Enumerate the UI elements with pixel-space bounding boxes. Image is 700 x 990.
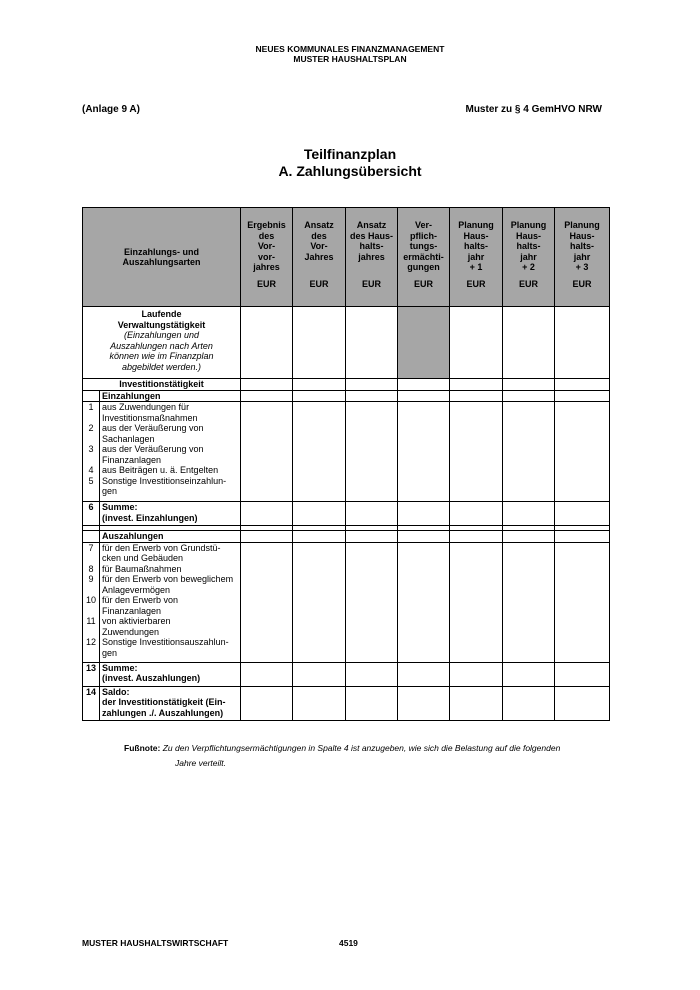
invest-title-row: [83, 379, 610, 391]
footnote-text-1: Zu den Verpflichtungsermächtigungen in Spalte 4 ist anzugeben, wie sich die Belastung auf die folgenden: [162, 743, 561, 753]
muster-reference: Muster zu § 4 GemHVO NRW: [465, 104, 602, 115]
header-line-1: NEUES KOMMUNALES FINANZMANAGEMENT: [255, 44, 445, 54]
einzahlungen-numbers: 1 2 3 4 5: [83, 402, 100, 502]
saldo-14-row: [83, 686, 610, 720]
col-planung-plus-1: Planung Haus- halts- jahr + 1 EUR: [450, 208, 503, 307]
col-planung-plus-3: Planung Haus- halts- jahr + 3 EUR: [555, 208, 610, 307]
greyed-cell: [398, 307, 450, 379]
auszahlungen-title: Auszahlungen: [100, 531, 241, 543]
page-number: 4519: [339, 938, 358, 948]
anlage-label: (Anlage 9 A): [82, 104, 140, 115]
summe-13-number: 13: [83, 662, 100, 686]
auszahlungen-items: für den Erwerb von Grundstü- cken und Gebäuden für Baumaßnahmen für den Erwerb von beweglichem Anlagevermögen für den Erwerb von Finanzanlagen von aktivierbaren Zuwendungen Sonstige Investitionsauszahlun- gen: [100, 542, 241, 662]
einzahlungen-items: aus Zuwendungen für Investitionsmaßnahmen aus der Veräußerung von Sachanlagen aus der Veräußerung von Finanzanlagen aus Beiträgen u. ä. Entgelten Sonstige Investitionseinzahlun- gen: [100, 402, 241, 502]
auszahlungen-items-row: [83, 542, 610, 662]
title-line-2: A. Zahlungsübersicht: [278, 163, 422, 179]
summe-6-label: Summe: (invest. Einzahlungen): [100, 502, 241, 526]
col-ergebnis-vorvorjahr: Ergebnis des Vor- vor- jahres EUR: [241, 208, 293, 307]
saldo-14-label: Saldo: der Investitionstätigkeit (Ein- zahlungen ./. Auszahlungen): [100, 686, 241, 720]
page-title: [0, 146, 700, 180]
kind-header: Einzahlungs- und Auszahlungsarten: [83, 208, 241, 307]
investitionstaetigkeit-title: Investitionstätigkeit: [83, 379, 241, 391]
auszahlungen-numbers: 7 8 9 10 11 12: [83, 542, 100, 662]
laufende-verwaltung-label: Laufende Verwaltungstätigkeit (Einzahlungen und Auszahlungen nach Arten können wie im Finanzplan abgebildet werden.): [83, 307, 241, 379]
summe-13-label: Summe: (invest. Auszahlungen): [100, 662, 241, 686]
einzahlungen-title: Einzahlungen: [100, 390, 241, 402]
footnote-text-2: Jahre verteilt.: [175, 758, 227, 768]
header-row: [83, 208, 610, 307]
col-planung-plus-2: Planung Haus- halts- jahr + 2 EUR: [503, 208, 555, 307]
footer-title: MUSTER HAUSHALTSWIRTSCHAFT: [82, 938, 229, 948]
title-line-1: Teilfinanzplan: [303, 146, 397, 162]
einzahlungen-title-row: [83, 390, 610, 402]
col-ansatz-vorjahr: Ansatz des Vor- Jahres EUR: [293, 208, 346, 307]
auszahlungen-title-row: [83, 531, 610, 543]
footnote-label: Fußnote:: [124, 743, 161, 753]
saldo-14-number: 14: [83, 686, 100, 720]
laufende-verwaltung-row: [83, 307, 610, 379]
summe-6-number: 6: [83, 502, 100, 526]
col-ansatz-haushaltsjahr: Ansatz des Haus- halts- jahres EUR: [346, 208, 398, 307]
header-line-2: MUSTER HAUSHALTSPLAN: [293, 54, 407, 64]
zahlungsuebersicht-table: [82, 207, 610, 721]
summe-13-row: [83, 662, 610, 686]
footnote: [124, 741, 624, 771]
summe-6-row: [83, 502, 610, 526]
einzahlungen-items-row: [83, 402, 610, 502]
col-verpflichtungsermaechtigungen: Ver- pflich- tungs- ermächti- gungen EUR: [398, 208, 450, 307]
